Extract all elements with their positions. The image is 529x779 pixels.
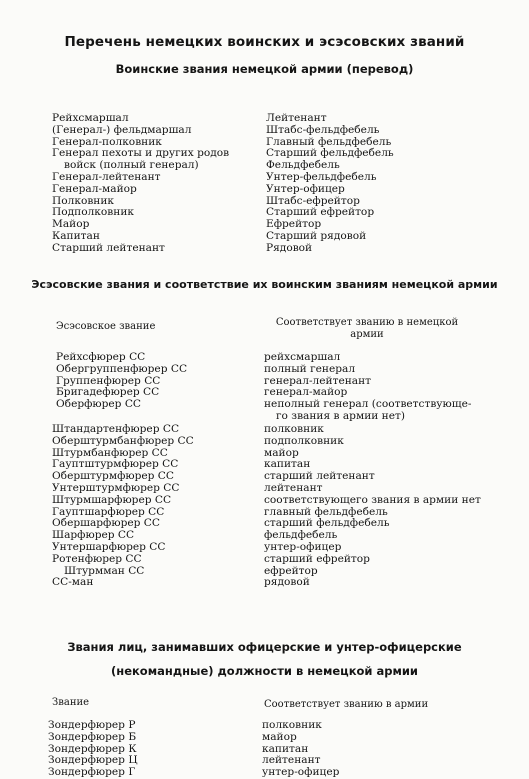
list-item: Обершарфюрер СС — [52, 517, 160, 530]
list-item: Зондерфюрер Ц — [48, 754, 138, 767]
list-item: старший ефрейтор — [264, 552, 370, 565]
list-item: майор — [264, 446, 299, 459]
list-item: рейхсмаршал — [264, 351, 341, 363]
list-item: Подполковник — [52, 206, 135, 219]
list-item: Штабс-ефрейтор — [266, 194, 360, 207]
list-item: генерал-майор — [264, 386, 348, 399]
list-item: старший фельдфебель — [264, 517, 390, 530]
list-item: майор — [262, 730, 297, 743]
list-item: Оберштурмбанфюрер СС — [52, 434, 194, 447]
list-item: го звания в армии нет) — [276, 409, 406, 422]
list-item: полный генерал — [264, 362, 356, 375]
ss-rank-column-header: Эсэсовское звание — [56, 321, 156, 332]
list-item: рядовой — [264, 576, 310, 589]
list-item: капитан — [264, 458, 311, 471]
list-item: соответствующего звания в армии нет — [264, 493, 481, 506]
list-item: Гауптштурмфюрер СС — [52, 458, 179, 471]
army-equivalent-junior-list — [264, 424, 481, 589]
ss-ranks-junior-list — [52, 424, 194, 589]
list-item: генерал-лейтенант — [264, 374, 372, 387]
list-item: Старший лейтенант — [52, 241, 165, 254]
list-item: СС-ман — [52, 576, 94, 589]
list-item: Штурмман СС — [64, 564, 145, 577]
rank-column-header: Звание — [52, 697, 90, 708]
header-line: армии — [350, 328, 384, 340]
list-item: Оберштурмфюрер СС — [52, 470, 175, 483]
list-item: Майор — [52, 218, 90, 231]
list-item: Главный фельдфебель — [266, 135, 392, 148]
list-item: Рейхсмаршал — [52, 112, 129, 124]
list-item: Рейхсфюрер СС — [56, 351, 146, 363]
list-item: старший лейтенант — [264, 470, 375, 483]
list-item: полковник — [262, 719, 322, 731]
list-item: Генерал пехоты и других родов — [52, 147, 230, 160]
list-item: Гауптшарфюрер СС — [52, 505, 165, 518]
list-item: Штурмбанфюрер СС — [52, 446, 168, 459]
army-ranks-senior-list — [52, 113, 229, 255]
list-item: Старший ефрейтор — [266, 206, 375, 219]
list-item: Обергруппенфюрер СС — [56, 362, 188, 375]
list-item: Генерал-полковник — [52, 135, 162, 148]
list-item: Зондерфюрер К — [48, 742, 137, 755]
section1-subtitle: Воинские звания немецкой армии (перевод) — [115, 62, 414, 76]
list-item: унтер-офицер — [264, 540, 342, 553]
list-item: ефрейтор — [264, 564, 318, 577]
sonderfuehrer-ranks-list — [48, 720, 138, 779]
list-item: Зондерфюрер Г — [48, 766, 136, 779]
list-item: Старший рядовой — [266, 229, 367, 242]
list-item: Генерал-майор — [52, 182, 137, 195]
list-item: Унтер-офицер — [266, 182, 345, 195]
list-item: Рядовой — [266, 241, 313, 254]
army-equivalent-senior-list — [264, 352, 471, 423]
list-item: фельдфебель — [264, 529, 338, 542]
page-title: Перечень немецких воинских и эсэсовских званий — [64, 34, 465, 50]
list-item: Ефрейтор — [266, 218, 322, 231]
list-item: Зондерфюрер Б — [48, 730, 137, 743]
list-item: полковник — [264, 423, 324, 435]
list-item: Унтерштурмфюрер СС — [52, 481, 180, 494]
list-item: Полковник — [52, 194, 115, 207]
army-equivalent-column-header-2: Соответствует званию в армии — [264, 699, 429, 710]
list-item: Старший фельдфебель — [266, 147, 394, 160]
list-item: Штурмшарфюрер СС — [52, 493, 172, 506]
list-item: неполный генерал (соответствующе- — [264, 398, 472, 411]
list-item: Лейтенант — [266, 112, 327, 124]
list-item: Оберфюрер СС — [56, 398, 142, 411]
list-item: Генерал-лейтенант — [52, 170, 161, 183]
list-item: Капитан — [52, 229, 100, 242]
list-item: подполковник — [264, 434, 344, 447]
list-item: Зондерфюрер Р — [48, 719, 136, 731]
army-equivalent-column-header — [262, 317, 472, 340]
list-item: (Генерал-) фельдмаршал — [52, 123, 192, 136]
header-line: Соответствует званию в немецкой — [275, 317, 459, 328]
list-item: Группенфюрер СС — [56, 374, 161, 387]
list-item: Унтершарфюрер СС — [52, 540, 166, 553]
list-item: Ротенфюрер СС — [52, 552, 142, 565]
list-item: лейтенант — [262, 754, 321, 767]
section2-subtitle: Эсэсовские звания и соответствие их воинским званиям немецкой армии — [31, 278, 498, 291]
list-item: лейтенант — [264, 481, 323, 494]
list-item: капитан — [262, 742, 309, 755]
list-item: Фельдфебель — [266, 159, 340, 172]
army-ranks-junior-list — [266, 113, 394, 255]
list-item: главный фельдфебель — [264, 505, 388, 518]
ss-ranks-senior-list — [56, 352, 187, 411]
list-item: Штандартенфюрер СС — [52, 423, 180, 435]
section3-subtitle-line1: Звания лиц, занимавших офицерские и унтер-офицерские — [67, 640, 462, 654]
section3-subtitle-line2: (некомандные) должности в немецкой армии — [111, 664, 418, 678]
list-item: войск (полный генерал) — [64, 159, 199, 172]
list-item: Штабс-фельдфебель — [266, 123, 380, 136]
list-item: унтер-офицер — [262, 766, 340, 779]
list-item: Бригадефюрер СС — [56, 386, 160, 399]
sonderfuehrer-equivalent-list — [262, 720, 339, 779]
list-item: Шарфюрер СС — [52, 529, 135, 542]
list-item: Унтер-фельдфебель — [266, 170, 377, 183]
